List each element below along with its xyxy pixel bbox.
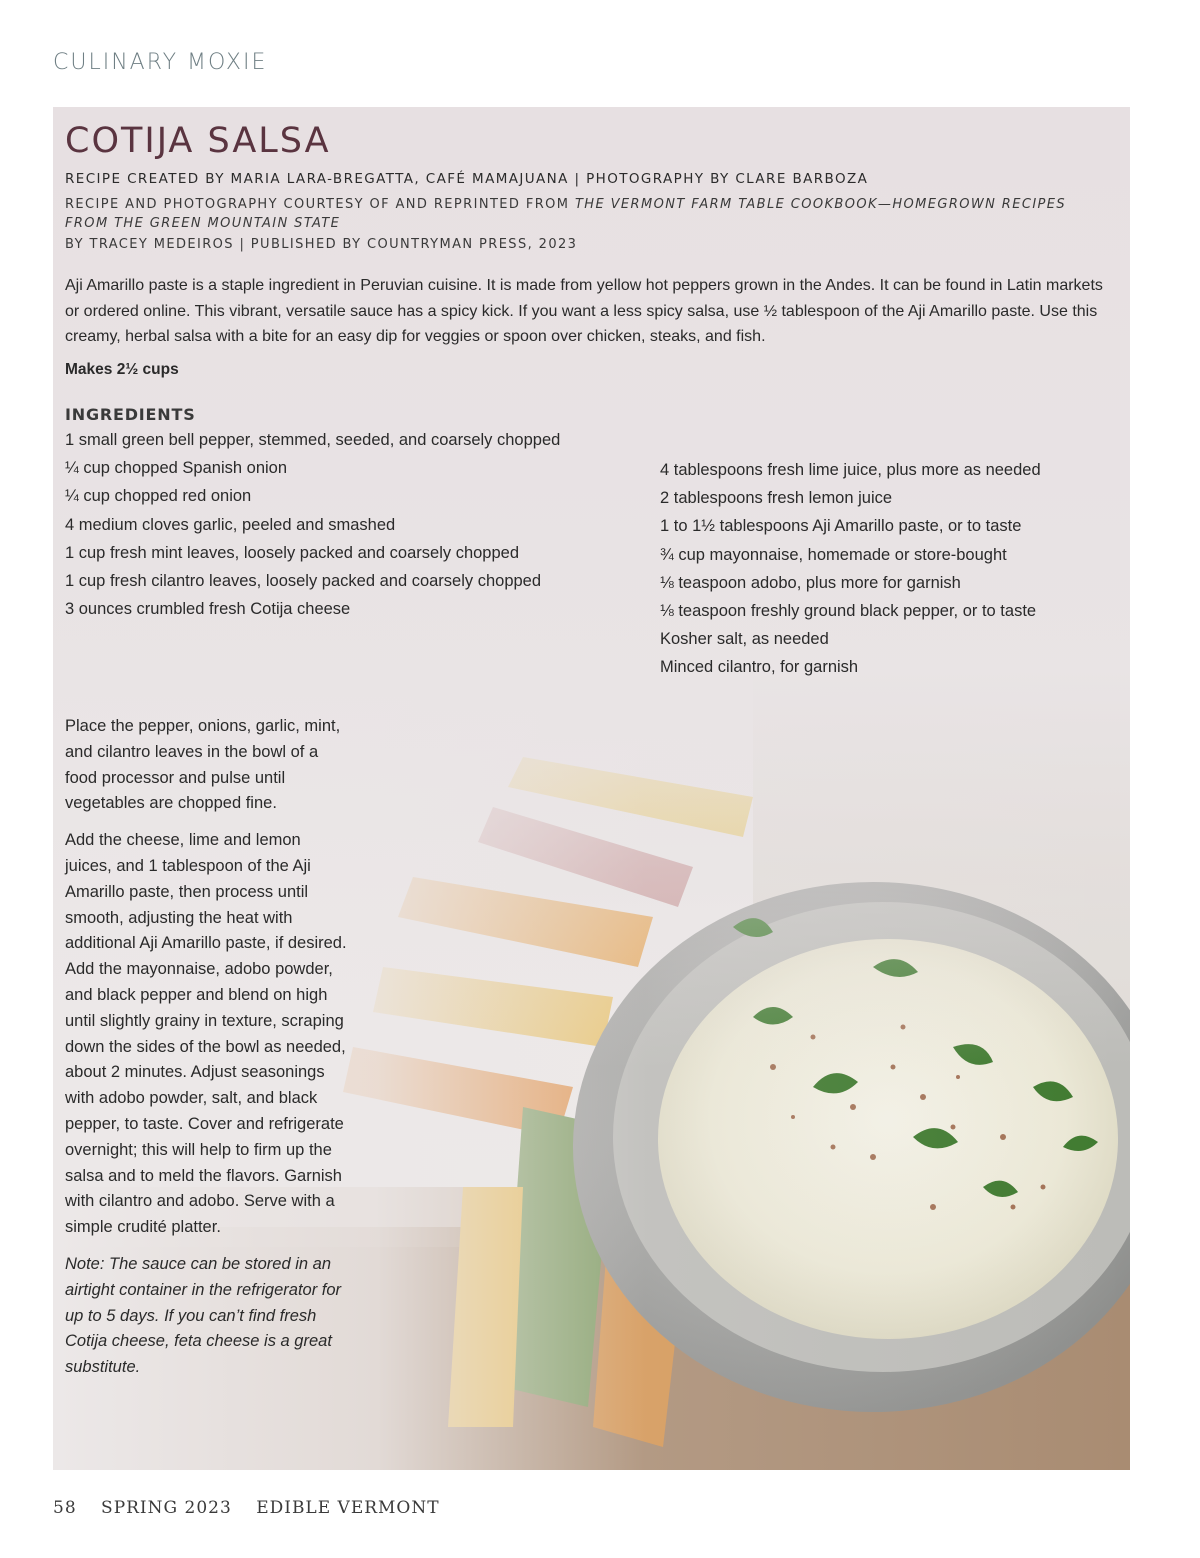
section-label: CULINARY MOXIE <box>53 50 268 75</box>
author-credit: BY TRACEY MEDEIROS | PUBLISHED BY COUNTRYMAN PRESS, 2023 <box>65 237 578 252</box>
recipe-intro: Aji Amarillo paste is a staple ingredient in Peruvian cuisine. It is made from yellow hot peppers grown in the Andes. It can be found in Latin markets or ordered online. This vibrant, versatile sauce has a spicy kick. If you want a less spicy salsa, use ½ tablespoon of the Aji Amarillo paste. Use this creamy, herbal salsa with a bite for an easy dip for veggies or spoon over chicken, steaks, and fish. <box>65 277 1103 345</box>
ingredient-item: ⅛ teaspoon adobo, plus more for garnish <box>660 573 961 592</box>
magazine-name: EDIBLE VERMONT <box>256 1498 440 1518</box>
method-step: Place the pepper, onions, garlic, mint, and cilantro leaves in the bowl of a food processor and pulse until vegetables are chopped fine. <box>65 717 341 813</box>
ingredient-item: Kosher salt, as needed <box>660 630 829 649</box>
storage-note: Note: The sauce can be stored in an airtight container in the refrigerator for up to 5 days. If you can’t find fresh Cotija cheese, feta cheese is a great substitute. <box>65 1254 342 1377</box>
ingredient-item: 4 tablespoons fresh lime juice, plus more as needed <box>660 461 1041 479</box>
recipe-title: COTIJA SALSA <box>65 121 331 161</box>
ingredient-item: ⅛ teaspoon freshly ground black pepper, or to taste <box>660 601 1037 620</box>
ingredient-item: Minced cilantro, for garnish <box>660 658 859 677</box>
page-number: 58 <box>53 1498 77 1518</box>
method-column <box>65 714 350 1392</box>
ingredient-item: 3 ounces crumbled fresh Cotija cheese <box>65 600 351 619</box>
ingredient-item: 1 cup fresh mint leaves, loosely packed and coarsely chopped <box>65 543 520 562</box>
recipe-yield: Makes 2½ cups <box>65 361 179 378</box>
ingredient-item: 2 tablespoons fresh lemon juice <box>660 489 893 508</box>
ingredients-list-right <box>660 459 1120 685</box>
ingredient-item: ¼ cup chopped red onion <box>65 487 252 506</box>
ingredients-heading: INGREDIENTS <box>65 405 196 424</box>
ingredient-item: ¾ cup mayonnaise, homemade or store-bought <box>660 545 1007 564</box>
ingredient-item: 1 cup fresh cilantro leaves, loosely packed and coarsely chopped <box>65 571 542 590</box>
ingredient-item: 1 to 1½ tablespoons Aji Amarillo paste, or to taste <box>660 517 1022 536</box>
ingredient-item: 1 small green bell pepper, stemmed, seeded, and coarsely chopped <box>65 431 561 449</box>
cookbook-title: THE VERMONT FARM TABLE COOKBOOK—HOMEGROWN RECIPES FROM THE GREEN MOUNTAIN STATE <box>65 197 1067 231</box>
ingredient-item: 4 medium cloves garlic, peeled and smashed <box>65 515 396 534</box>
recipe-credit: RECIPE CREATED BY MARIA LARA-BREGATTA, CAFÉ MAMAJUANA | PHOTOGRAPHY BY CLARE BARBOZA <box>65 171 869 187</box>
ingredients-list-left <box>65 429 585 626</box>
issue-date: SPRING 2023 <box>101 1498 232 1518</box>
ingredient-item: ¼ cup chopped Spanish onion <box>65 459 288 478</box>
method-step: Add the cheese, lime and lemon juices, and 1 tablespoon of the Aji Amarillo paste, then process until smooth, adjusting the heat with additional Aji Amarillo paste, if desired. Add the mayonnaise, adobo powder, and black pepper and blend on high until slightly grainy in texture, scraping down the sides of the bowl as needed, about 2 minutes. Adjust seasonings with adobo powder, salt, and black pepper, to taste. Cover and refrigerate overnight; this will help to firm up the salsa and to meld the flavors. Garnish with cilantro and adobo. Serve with a simple crudité platter. <box>65 831 347 1237</box>
recipe-card <box>53 107 1130 1470</box>
source-credit <box>65 195 1105 233</box>
page-footer <box>53 1498 458 1518</box>
source-credit-prefix: RECIPE AND PHOTOGRAPHY COURTESY OF AND REPRINTED FROM <box>65 197 575 212</box>
